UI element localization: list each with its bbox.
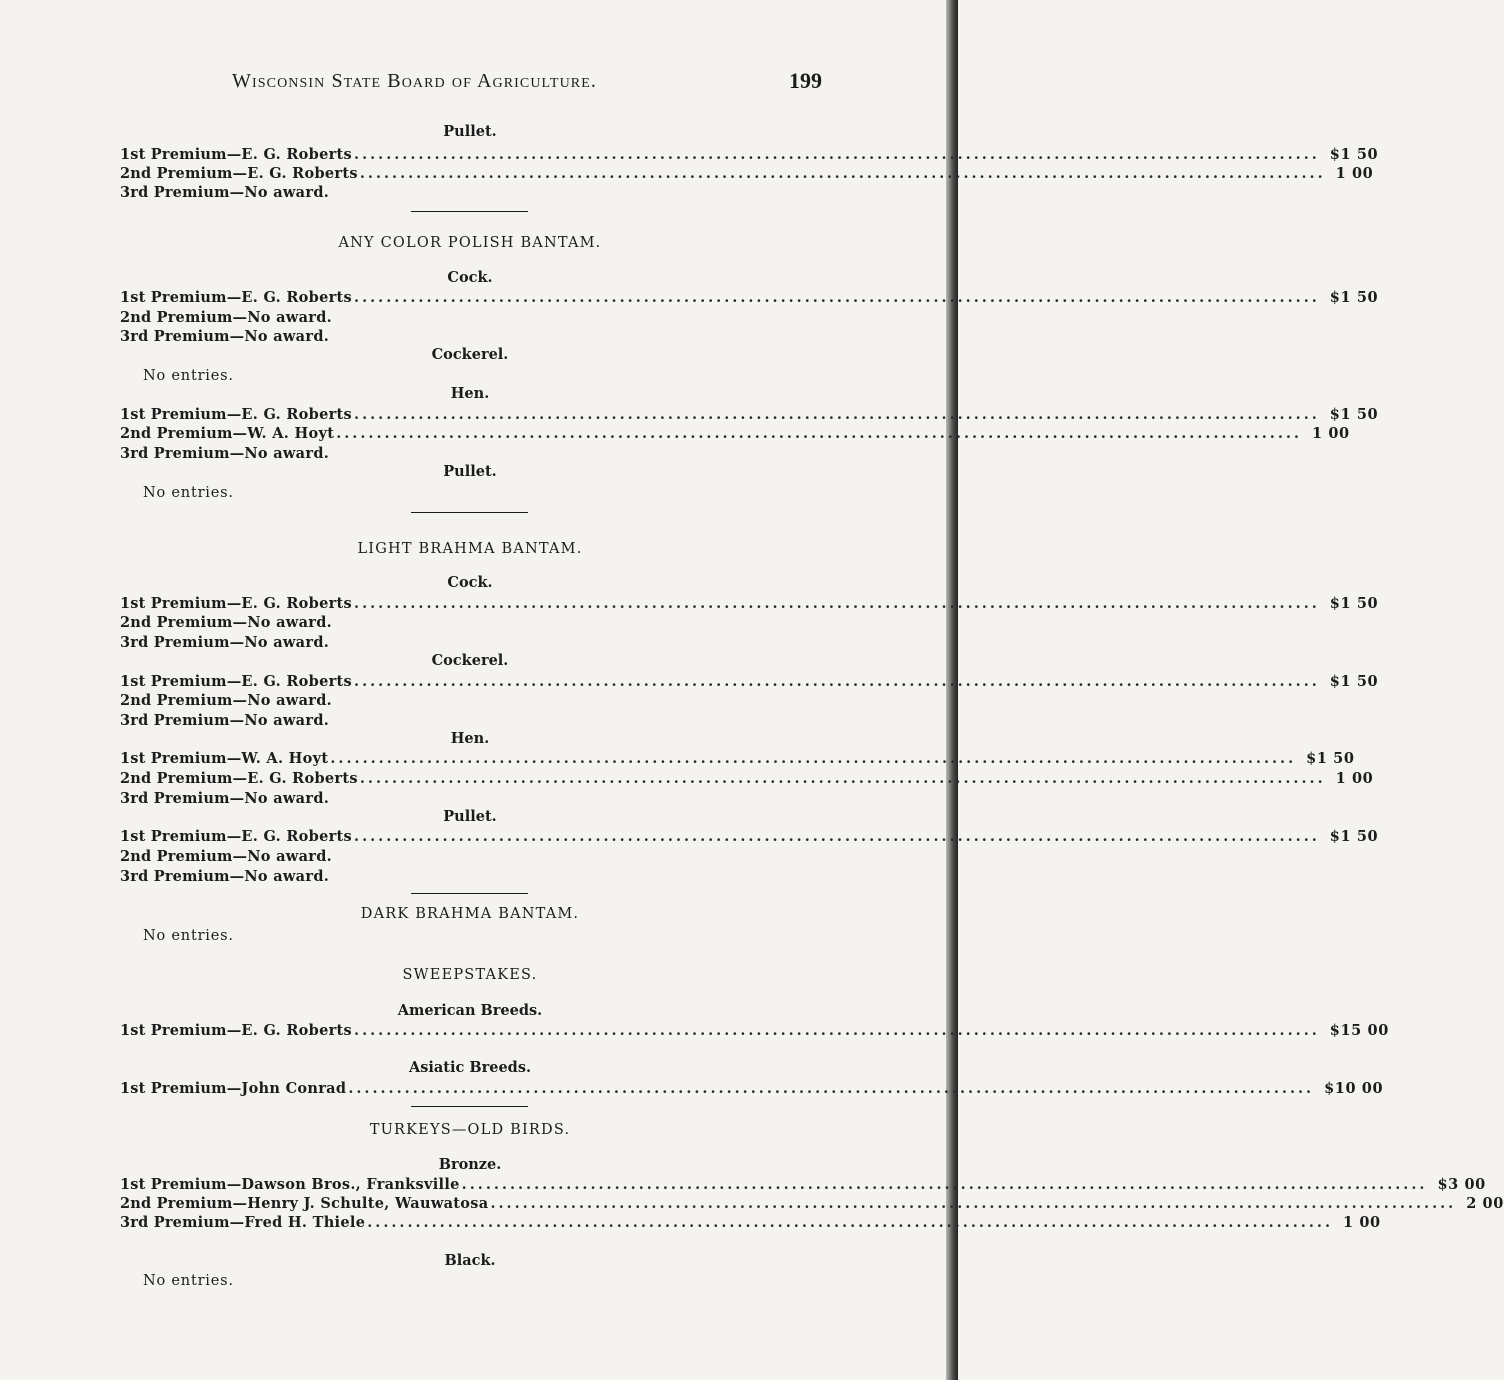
award-winner: No award.: [247, 848, 333, 865]
award-winner: W. A. Hoyt: [247, 425, 335, 442]
award-row: [120, 405, 1379, 424]
award-row: [120, 594, 1379, 613]
award-place: 3rd Premium—: [120, 445, 245, 462]
award-place: 3rd Premium—: [120, 868, 245, 885]
page-header: [232, 68, 822, 98]
dot-leader: ........................................................................................................................: [354, 828, 1320, 845]
award-winner: No award.: [247, 309, 333, 326]
no-entries-note: No entries.: [143, 485, 234, 501]
section-title: ANY COLOR POLISH BANTAM.: [338, 235, 602, 251]
class-heading: American Breeds.: [397, 1002, 543, 1019]
award-row: [120, 1194, 1504, 1213]
award-amount: $15 00: [1329, 1022, 1389, 1039]
award-place: 3rd Premium—: [120, 184, 245, 201]
dot-leader: ........................................................................................................................: [354, 289, 1320, 306]
award-winner: Fred H. Thiele: [244, 1214, 366, 1231]
award-row: [120, 1021, 1389, 1040]
class-heading: Cockerel.: [431, 652, 509, 669]
no-entries-note: No entries.: [143, 1273, 234, 1289]
award-winner: No award.: [244, 712, 330, 729]
award-place: 2nd Premium—: [120, 425, 248, 442]
award-winner: E. G. Roberts: [241, 1022, 353, 1039]
award-place: 2nd Premium—: [120, 848, 248, 865]
award-row: [120, 1079, 1384, 1098]
dot-leader: ........................................................................................................................: [367, 1214, 1333, 1231]
dot-leader: ........................................................................................................................: [359, 770, 1326, 787]
award-winner: No award.: [244, 328, 330, 345]
award-amount: $1 50: [1329, 146, 1379, 163]
award-place: 1st Premium—: [120, 750, 242, 767]
award-winner: E. G. Roberts: [241, 146, 353, 163]
award-place: 3rd Premium—: [120, 790, 245, 807]
section-title: DARK BRAHMA BANTAM.: [360, 906, 580, 922]
award-row: [120, 1175, 1486, 1194]
award-amount: 1 00: [1343, 1214, 1381, 1231]
award-row: [120, 633, 822, 652]
section-divider: [411, 1106, 528, 1107]
award-row: [120, 847, 822, 866]
award-row: [120, 691, 822, 710]
award-place: 3rd Premium—: [120, 328, 245, 345]
award-winner: No award.: [247, 692, 333, 709]
award-place: 2nd Premium—: [120, 692, 248, 709]
section-title: SWEEPSTAKES.: [402, 967, 538, 983]
award-amount: $1 50: [1329, 828, 1379, 845]
award-winner: Dawson Bros., Franksville: [241, 1176, 460, 1193]
class-heading: Cockerel.: [431, 346, 509, 363]
award-winner: W. A. Hoyt: [241, 750, 329, 767]
class-heading: Cock.: [447, 574, 493, 591]
award-winner: Henry J. Schulte, Wauwatosa: [247, 1195, 489, 1212]
award-winner: E. G. Roberts: [241, 828, 353, 845]
award-row: [120, 327, 822, 346]
class-heading: Pullet.: [443, 123, 497, 140]
award-place: 2nd Premium—: [120, 770, 248, 787]
award-row: [120, 288, 1379, 307]
award-place: 1st Premium—: [120, 595, 242, 612]
award-place: 1st Premium—: [120, 1176, 242, 1193]
award-row: [120, 183, 822, 202]
award-winner: No award.: [244, 184, 330, 201]
section-title: TURKEYS—OLD BIRDS.: [369, 1122, 571, 1138]
award-row: [120, 711, 822, 730]
award-winner: John Conrad: [241, 1080, 347, 1097]
award-row: [120, 789, 822, 808]
award-row: [120, 444, 822, 463]
award-row: [120, 769, 1374, 788]
page-number: 199: [789, 68, 822, 93]
award-place: 1st Premium—: [120, 406, 242, 423]
award-place: 1st Premium—: [120, 1080, 242, 1097]
no-entries-note: No entries.: [143, 928, 234, 944]
dot-leader: ........................................................................................................................: [348, 1080, 1315, 1097]
award-amount: 1 00: [1335, 165, 1374, 182]
dot-leader: ........................................................................................................................: [354, 1022, 1320, 1039]
section-title: LIGHT BRAHMA BANTAM.: [357, 541, 583, 557]
award-amount: $1 50: [1329, 673, 1379, 690]
dot-leader: ........................................................................................................................: [354, 595, 1320, 612]
dot-leader: ........................................................................................................................: [354, 146, 1320, 163]
award-amount: $10 00: [1324, 1080, 1384, 1097]
award-row: [120, 424, 1350, 443]
award-winner: E. G. Roberts: [241, 406, 353, 423]
award-place: 1st Premium—: [120, 1022, 242, 1039]
award-winner: E. G. Roberts: [241, 595, 353, 612]
class-heading: Cock.: [447, 269, 493, 286]
dot-leader: ........................................................................................................................: [354, 406, 1320, 423]
award-row: [120, 749, 1355, 768]
award-winner: No award.: [247, 614, 333, 631]
award-winner: E. G. Roberts: [247, 770, 358, 787]
award-place: 1st Premium—: [120, 828, 242, 845]
dot-leader: ........................................................................................................................: [336, 425, 1302, 442]
award-place: 2nd Premium—: [120, 614, 248, 631]
award-amount: $1 50: [1329, 595, 1379, 612]
award-row: [120, 827, 1379, 846]
award-row: [120, 308, 822, 327]
award-place: 2nd Premium—: [120, 165, 248, 182]
class-heading: Pullet.: [443, 463, 497, 480]
award-amount: $1 50: [1329, 406, 1379, 423]
section-divider: [411, 893, 528, 894]
award-place: 3rd Premium—: [120, 1214, 245, 1231]
award-amount: $1 50: [1306, 750, 1355, 767]
dot-leader: ........................................................................................................................: [330, 750, 1297, 767]
award-winner: E. G. Roberts: [247, 165, 358, 182]
award-place: 3rd Premium—: [120, 634, 245, 651]
award-winner: E. G. Roberts: [241, 289, 353, 306]
no-entries-note: No entries.: [143, 368, 234, 384]
class-heading: Asiatic Breeds.: [408, 1059, 532, 1076]
class-heading: Black.: [444, 1252, 496, 1269]
award-amount: 1 00: [1335, 770, 1374, 787]
award-place: 2nd Premium—: [120, 309, 248, 326]
award-row: [120, 164, 1374, 183]
award-place: 3rd Premium—: [120, 712, 245, 729]
class-heading: Hen.: [450, 730, 490, 747]
class-heading: Bronze.: [438, 1156, 502, 1173]
class-heading: Pullet.: [443, 808, 497, 825]
dot-leader: ........................................................................................................................: [354, 673, 1320, 690]
award-place: 2nd Premium—: [120, 1195, 248, 1212]
award-row: [120, 672, 1379, 691]
award-row: [120, 1213, 1381, 1232]
award-row: [120, 613, 822, 632]
running-head: Wisconsin State Board of Agriculture.: [232, 70, 597, 92]
class-heading: Hen.: [450, 385, 490, 402]
award-place: 1st Premium—: [120, 146, 242, 163]
award-winner: No award.: [244, 868, 330, 885]
award-place: 1st Premium—: [120, 673, 242, 690]
award-winner: E. G. Roberts: [241, 673, 353, 690]
dot-leader: ........................................................................................................................: [490, 1195, 1457, 1212]
section-divider: [411, 211, 528, 212]
award-amount: 1 00: [1311, 425, 1350, 442]
dot-leader: ........................................................................................................................: [461, 1176, 1428, 1193]
award-amount: 2 00: [1466, 1195, 1504, 1212]
section-divider: [411, 512, 528, 513]
dot-leader: ........................................................................................................................: [359, 165, 1326, 182]
award-row: [120, 145, 1379, 164]
award-winner: No award.: [244, 634, 330, 651]
award-winner: No award.: [244, 445, 330, 462]
award-winner: No award.: [244, 790, 330, 807]
award-amount: $3 00: [1437, 1176, 1486, 1193]
award-amount: $1 50: [1329, 289, 1379, 306]
award-row: [120, 867, 822, 886]
award-place: 1st Premium—: [120, 289, 242, 306]
